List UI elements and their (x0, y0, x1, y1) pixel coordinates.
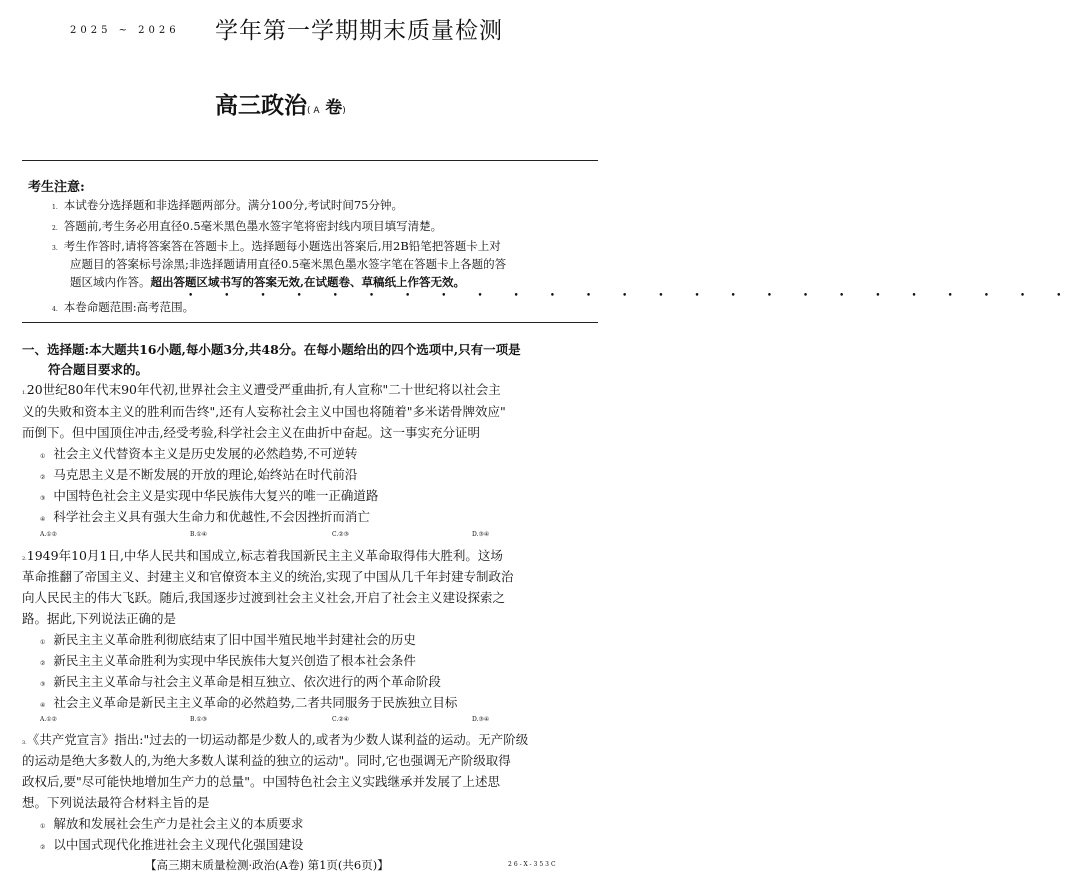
exam-title: 学年第一学期期末质量检测 (215, 18, 503, 44)
q1-option-4: ④ 科学社会主义具有强大生命力和优越性,不会因挫折而消亡 (40, 509, 370, 524)
q2-line-4: 路。据此,下列说法正确的是 (22, 611, 176, 626)
q2-number: 2. (22, 556, 27, 562)
q2-line-2: 革命推翻了帝国主义、封建主义和官僚资本主义的统治,实现了中国从几千年封建专制政治 (22, 569, 514, 584)
school-year: 2025 ~ 2026 (70, 25, 180, 36)
q1-option-1: ① 社会主义代替资本主义是历史发展的必然趋势,不可逆转 (40, 446, 358, 461)
q2-choice-d: D.③④ (472, 716, 490, 723)
q3-option-1: ① 解放和发展社会生产力是社会主义的本质要求 (40, 816, 304, 831)
paper-code: 26-X-353C (508, 861, 558, 868)
q2-option-1: ① 新民主主义革命胜利彻底结束了旧中国半殖民地半封建社会的历史 (40, 632, 416, 647)
notice-heading: 考生注意: (28, 180, 85, 195)
notice-item-3-line3: 题区域内作答。超出答题区域书写的答案无效,在试题卷、草稿纸上作答无效。 (70, 275, 466, 289)
notice-item-4: 4. 本卷命题范围:高考范围。 (52, 300, 195, 314)
q1-line-3: 而倒下。但中国顶住冲击,经受考验,科学社会主义在曲折中奋起。这一事实充分证明 (22, 425, 480, 440)
q2-option-3: ③ 新民主主义革命与社会主义革命是相互独立、依次进行的两个革命阶段 (40, 674, 441, 689)
q1-option-3: ③ 中国特色社会主义是实现中华民族伟大复兴的唯一正确道路 (40, 488, 379, 503)
q1-choice-b: B.①④ (190, 531, 208, 538)
q1-choice-a: A.①② (40, 531, 57, 538)
q2-choice-c: C.②④ (332, 716, 350, 723)
q2-choice-b: B.①③ (190, 716, 208, 723)
q3-line-4: 想。下列说法最符合材料主旨的是 (22, 795, 210, 810)
notice-item-3-line2: 应题目的答案标号涂黑;非选择题请用直径0.5毫米黑色墨水签字笔在答题卡上各题的答 (70, 257, 507, 271)
q3-option-2: ② 以中国式现代化推进社会主义现代化强国建设 (40, 837, 304, 852)
q3-line-3: 政权后,要"尽可能快地增加生产力的总量"。中国特色社会主义实践继承并发展了上述思 (22, 774, 500, 789)
subject-name: 高三政治 (215, 93, 307, 119)
q1-line-2: 义的失败和资本主义的胜利而告终",还有人妄称社会主义中国也将随着"多米诺骨牌效应" (22, 404, 506, 419)
notice-item-1: 1. 本试卷分选择题和非选择题两部分。满分100分,考试时间75分钟。 (52, 198, 403, 212)
q3-line-1: 3.《共产党宣言》指出:"过去的一切运动都是少数人的,或者为少数人谋利益的运动。无产阶级 (22, 732, 529, 747)
q3-number: 3. (22, 740, 27, 746)
subject-title: 高三政治( A 卷) (215, 93, 346, 119)
notice-item-2: 2. 答题前,考生务必用直径0.5毫米黑色墨水签字笔将密封线内项目填写清楚。 (52, 219, 443, 233)
notice-emphasis: 超出答题区域书写的答案无效,在试题卷、草稿纸上作答无效。 (150, 275, 466, 289)
page-footer: 【高三期末质量检测·政治(A卷) 第1页(共6页)】 (145, 858, 389, 872)
paper-type: A (313, 106, 320, 116)
divider-top (22, 160, 598, 161)
notice-item-3: 3. 考生作答时,请将答案答在答题卡上。选择题每小题选出答案后,用2B铅笔把答题卡上对 (52, 239, 501, 253)
q2-choice-a: A.①② (40, 716, 57, 723)
q1-line-1: 1.20世纪80年代末90年代初,世界社会主义遭受严重曲折,有人宣称"二十世纪将以社会主 (22, 382, 501, 397)
q2-line-3: 向人民民主的伟大飞跃。随后,我国逐步过渡到社会主义社会,开启了社会主义建设探索之 (22, 590, 505, 605)
q2-line-1: 2.1949年10月1日,中华人民共和国成立,标志着我国新民主主义革命取得伟大胜利。这场 (22, 548, 503, 563)
q1-choice-c: C.②③ (332, 531, 350, 538)
q1-option-2: ② 马克思主义是不断发展的开放的理论,始终站在时代前沿 (40, 467, 358, 482)
section-title-line2: 符合题目要求的。 (48, 362, 149, 377)
q2-option-4: ④ 社会主义革命是新民主主义革命的必然趋势,二者共同服务于民族独立目标 (40, 695, 458, 710)
divider-bottom (22, 322, 598, 323)
q1-number: 1. (22, 390, 27, 396)
emphasis-dots: • • • • • • • • • • • • • • • • • • • • • • • • • (188, 291, 1075, 301)
section-title-line1: 一、选择题:本大题共16小题,每小题3分,共48分。在每小题给出的四个选项中,只有一项是 (22, 342, 521, 357)
q3-line-2: 的运动是绝大多数人的,为绝大多数人谋利益的独立的运动"。同时,它也强调无产阶级取得 (22, 753, 511, 768)
q1-choice-d: D.③④ (472, 531, 490, 538)
juan-label: 卷 (325, 98, 343, 118)
q2-option-2: ② 新民主主义革命胜利为实现中华民族伟大复兴创造了根本社会条件 (40, 653, 416, 668)
